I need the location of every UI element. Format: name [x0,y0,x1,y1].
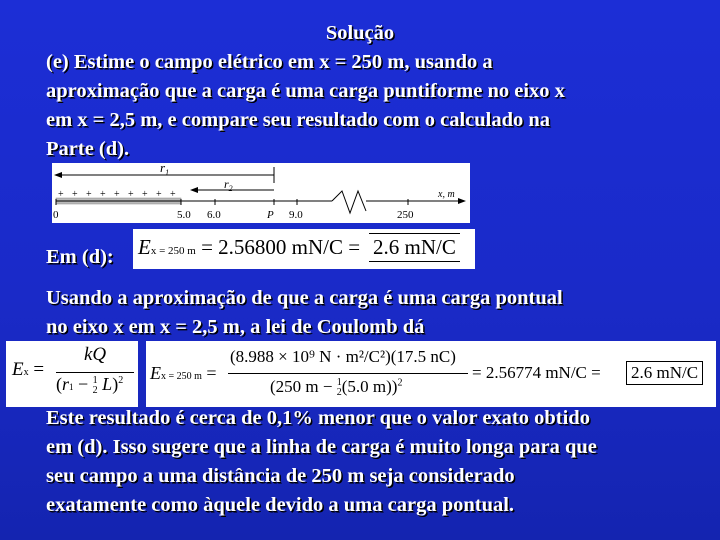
svg-text:+: + [128,189,134,200]
axis-break-symbol [332,191,366,213]
general-formula-numerator: kQ [84,344,107,365]
tick-label-6: 6.0 [207,209,221,221]
r1-arrow-head [54,172,62,178]
eq-d-value: = 2.56800 mN/C = [201,235,361,259]
tick-label-0: 0 [53,209,59,221]
svg-text:+: + [170,189,176,200]
numeric-formula-lhs: Ex = 250 m = [150,363,217,383]
svg-text:+: + [100,189,106,200]
charge-plus-signs [58,189,176,200]
conclusion-line-3: seu campo a uma distância de 250 m seja considerado [46,465,515,487]
coulomb-line-2: no eixo x em x = 2,5 m, a lei de Coulomb dá [46,316,425,338]
eq-d-boxed: 2.6 mN/C [369,233,460,262]
numeric-formula-numerator: (8.988 × 10⁹ N · m²/C²)(17.5 nC) [230,347,456,366]
svg-text:+: + [156,189,162,200]
general-formula-box [6,341,138,407]
numeric-formula-boxed: 2.6 mN/C [626,361,703,385]
conclusion-line-2: em (d). Isso sugere que a linha de carga é muito longa para que [46,436,597,458]
general-formula-bar [56,372,134,373]
r2-label: $r_2$ [224,177,233,193]
numeric-formula-bar [228,373,468,374]
tick-label-250: 250 [397,209,414,221]
conclusion-line-4: exatamente como àquele devido a uma carga pontual. [46,494,515,516]
tick-label-5: 5.0 [177,209,191,221]
tick-label-9: 9.0 [289,209,303,221]
numeric-formula-result: = 2.56774 mN/C = [472,363,601,382]
x-axis-label: x, m [438,189,455,200]
figure-svg [52,163,470,223]
coulomb-line-1: Usando a aproximação de que a carga é uma carga pontual [46,287,563,309]
eq-d-lhs-sub: x = 250 m [150,245,196,257]
r1-label: $r_1$ [160,163,170,177]
eq-d-lhs: E [138,235,151,259]
svg-text:+: + [86,189,92,200]
point-p-label: P [267,209,274,221]
numeric-formula-box [146,341,716,407]
question-line-2: aproximação que a carga é uma carga puntiforme no eixo x [46,80,565,102]
x-axis-arrow [458,198,466,204]
general-formula-lhs: Ex = [12,359,45,380]
line-charge-figure [52,163,470,223]
conclusion-line-1: Este resultado é cerca de 0,1% menor que o valor exato obtido [46,407,590,429]
svg-text:+: + [114,189,120,200]
question-line-4: Parte (d). [46,138,130,160]
r2-arrow-head [190,187,198,193]
svg-text:+: + [142,189,148,200]
svg-text:+: + [72,189,78,200]
question-line-1: (e) Estime o campo elétrico em x = 250 m, usando a [46,51,493,73]
svg-text:+: + [58,189,64,200]
equation-d [138,235,360,260]
numeric-formula-denominator: (250 m − 1 2(5.0 m))$^2$ [270,377,403,399]
question-line-3: em x = 2,5 m, e compare seu resultado com o calculado na [46,109,551,131]
equation-d-box [133,229,475,269]
em-d-label: Em (d): [46,246,114,268]
slide-title: Solução [325,22,395,44]
general-formula-denominator: (r1 − 1 2 L)$^2$ [56,374,124,396]
